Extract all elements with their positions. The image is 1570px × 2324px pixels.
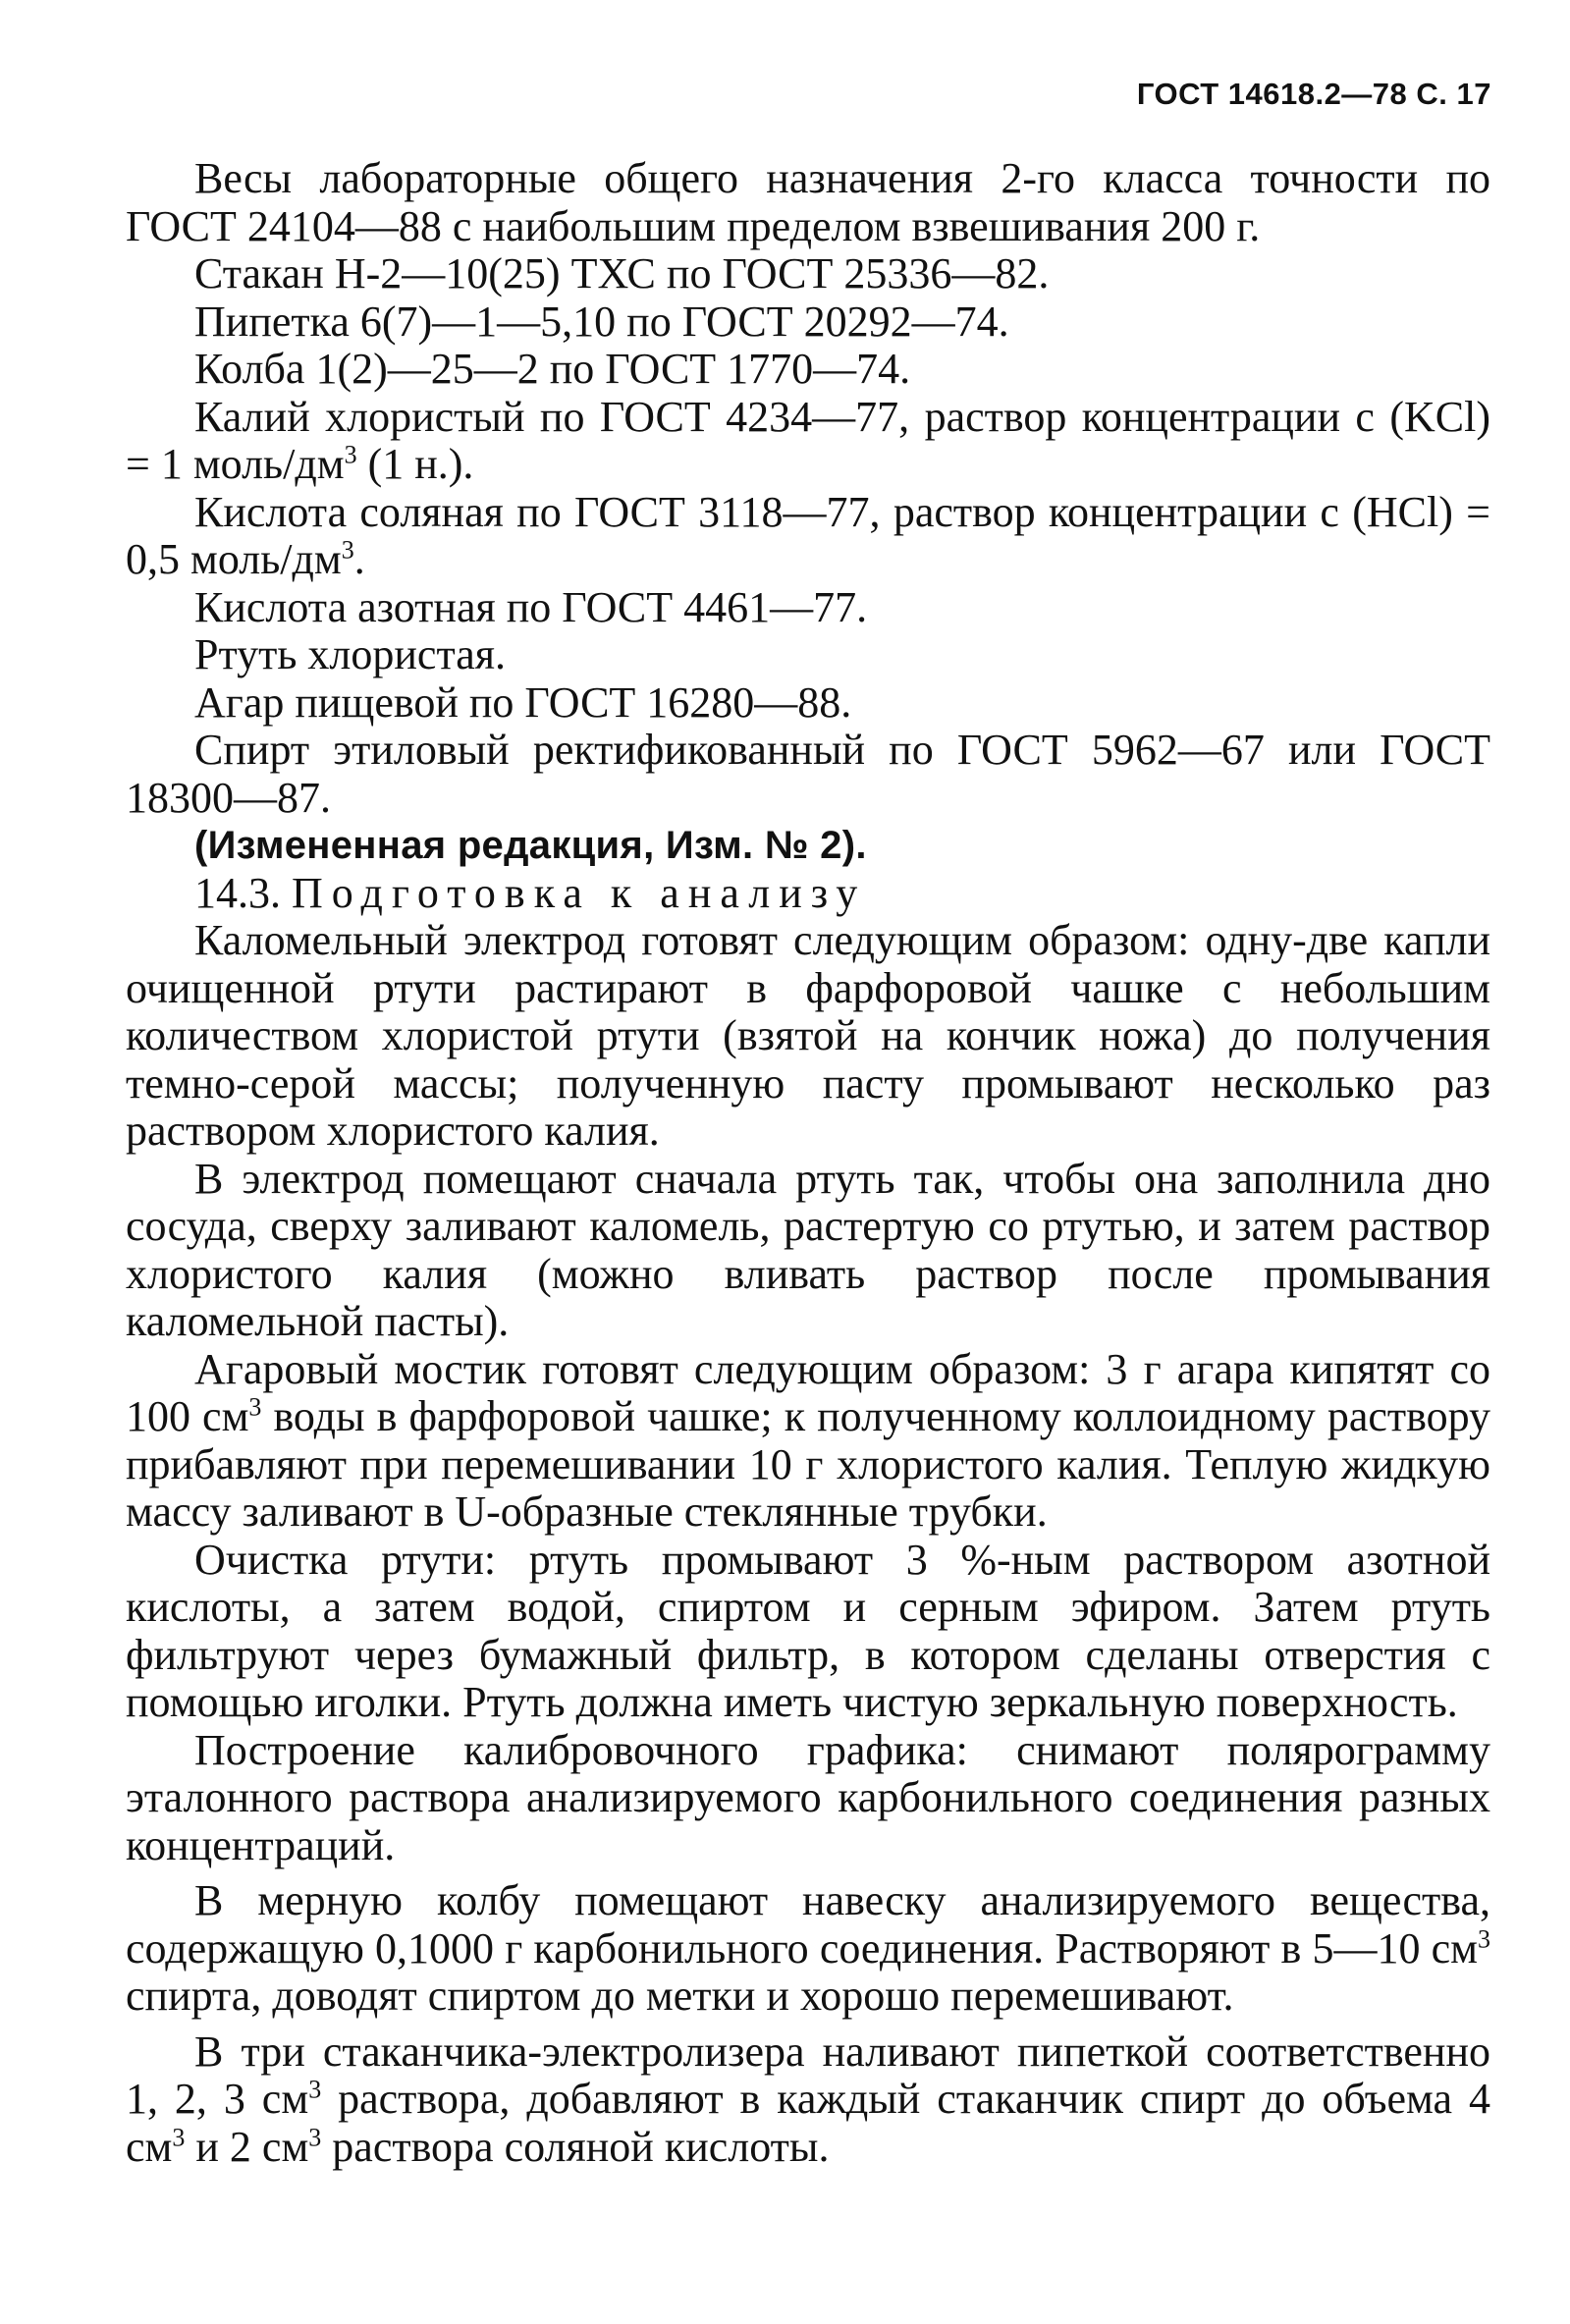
reagent-ethanol: Спирт этиловый ректификованный по ГОСТ 5962—67 или ГОСТ 18300—87. xyxy=(126,726,1490,822)
paragraph-calibration: Построение калибровочного графика: снимают полярограмму эталонного раствора анализируемого карбонильного соединения разных концентраций. xyxy=(126,1725,1490,1869)
reagent-potassium-chloride: Калий хлористый по ГОСТ 4234—77, раствор концентрации с (KCl) = 1 моль/$дм^3$ (1 н.). xyxy=(126,392,1490,488)
paragraph-electrolyzer-cells: В три стаканчика-электролизера наливают пипеткой соответственно 1, 2, 3 $см^3$ раствора, добавляют в каждый стаканчик спирт до объема 4 $см^3$ и 2 $см^3$ раствора соляной кислоты. xyxy=(126,2027,1490,2171)
reagent-agar: Агар пищевой по ГОСТ 16280—88. xyxy=(194,677,852,727)
paragraph-mercury-cleaning: Очистка ртути: ртуть промывают 3 %-ным раствором азотной кислоты, а затем водой, спиртом и серным эфиром. Затем ртуть фильтруют через бумажный фильтр, в котором сделаны отверстия с помощью иголки. Ртуть должна иметь чистую зеркальную поверхность. xyxy=(126,1535,1490,1726)
reagent-mercury-chloride: Ртуть хлористая. xyxy=(194,630,506,678)
equipment-flask: Колба 1(2)—25—2 по ГОСТ 1770—74. xyxy=(194,345,911,393)
section-heading xyxy=(126,870,1490,918)
reagent-nitric-acid: Кислота азотная по ГОСТ 4461—77. xyxy=(194,582,868,631)
equipment-beaker: Стакан Н-2—10(25) ТХС по ГОСТ 25336—82. xyxy=(194,249,1050,297)
paragraph-calomel-filling: В электрод помещают сначала ртуть так, чтобы она заполнила дно сосуда, сверху заливают каломель, растертую со ртутью, и затем раствор хлористого калия (можно вливать раствор после промывания каломельной пасты). xyxy=(126,1154,1490,1345)
page-body xyxy=(126,155,1490,2171)
section-title: Подготовка к анализу xyxy=(292,868,867,917)
equipment-pipette: Пипетка 6(7)—1—5,10 по ГОСТ 20292—74. xyxy=(194,297,1009,346)
reagent-hydrochloric-acid: Кислота соляная по ГОСТ 3118—77, раствор концентрации с (HCl) = 0,5 моль/$дм^3$. xyxy=(126,487,1490,583)
amendment-note: (Измененная редакция, Изм. № 2). xyxy=(194,824,867,867)
paragraph-sample-flask: В мерную колбу помещают навеску анализируемого вещества, содержащую 0,1000 г карбонильного соединения. Растворяют в 5—10 $см^3$ спирта, доводят спиртом до метки и хорошо перемешивают. xyxy=(126,1876,1490,2020)
paragraph-calomel-preparation: Каломельный электрод готовят следующим образом: одну-две капли очищенной ртути растирают в фарфоровой чашке с небольшим количеством хлористой ртути (взятой на кончик ножа) до получения темно-серой массы; полученную пасту промывают несколько раз раствором хлористого калия. xyxy=(126,916,1490,1155)
section-number: 14.3. xyxy=(194,868,292,917)
equipment-scales: Весы лабораторные общего назначения 2-го класса точности по ГОСТ 24104—88 с наибольшим пределом взвешивания 200 г. xyxy=(126,154,1490,250)
running-header: ГОСТ 14618.2—78 С. 17 xyxy=(1136,77,1491,111)
paragraph-agar-bridge: Агаровый мостик готовят следующим образом: 3 г агара кипятят со 100 $см^3$ воды в фарфоровой чашке; к полученному коллоидному раствору прибавляют при перемешивании 10 г хлористого калия. Теплую жидкую массу заливают в U-образные стеклянные трубки. xyxy=(126,1344,1491,1536)
